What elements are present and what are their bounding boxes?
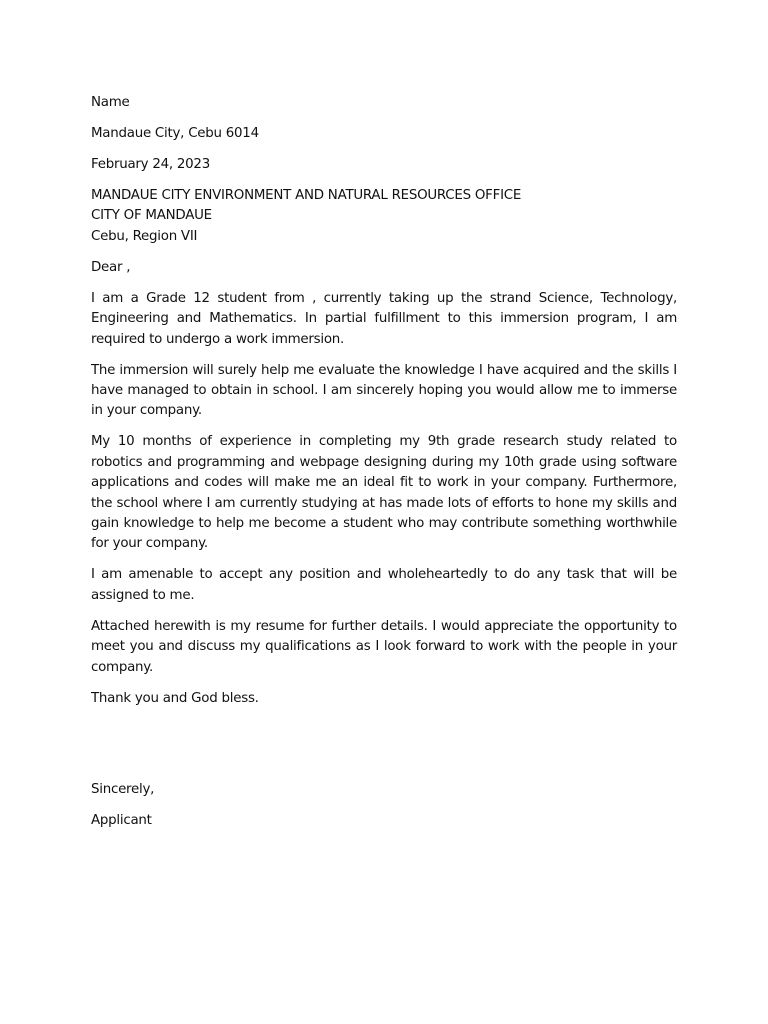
body-paragraph: Attached herewith is my resume for further details. I would appreciate the opportunity to meet you and discuss my qualifications as I look forward to work with the people in your company. [91,618,677,675]
thank-you-line: Thank you and God bless. [91,690,259,706]
cover-letter [91,93,677,832]
body-paragraph: My 10 months of experience in completing my 9th grade research study related to robotics and programming and webpage designing during my 10th grade using software applications and codes will make me an ideal fit to work in your company. Furthermore, the school where I am currently studying at has made lots of efforts to hone my skills and gain knowledge to help me become a student who may contribute something worthwhile for your company. [91,434,677,552]
recipient-region: Cebu, Region VII [91,228,198,244]
body-paragraph: I am a Grade 12 student from , currently taking up the strand Science, Technology, Engineering and Mathematics. In partial fulfillment to this immersion program, I am required to undergo a work immersion. [91,290,677,347]
body-paragraph: The immersion will surely help me evaluate the knowledge I have acquired and the skills I have managed to obtain in school. I am sincerely hoping you would allow me to immerse in your company. [91,362,677,419]
recipient-city: CITY OF MANDAUE [91,208,212,224]
signature: Applicant [91,813,152,829]
sender-name: Name [91,95,130,110]
salutation: Dear , [91,259,131,275]
recipient-office: MANDAUE CITY ENVIRONMENT AND NATURAL RESOURCES OFFICE [91,188,522,203]
recipient-block [91,186,677,247]
letter-date: February 24, 2023 [91,157,210,172]
sender-address: Mandaue City, Cebu 6014 [91,126,259,141]
closing: Sincerely, [91,782,155,798]
body-paragraph: I am amenable to accept any position and wholeheartedly to do any task that will be assigned to me. [91,567,677,603]
